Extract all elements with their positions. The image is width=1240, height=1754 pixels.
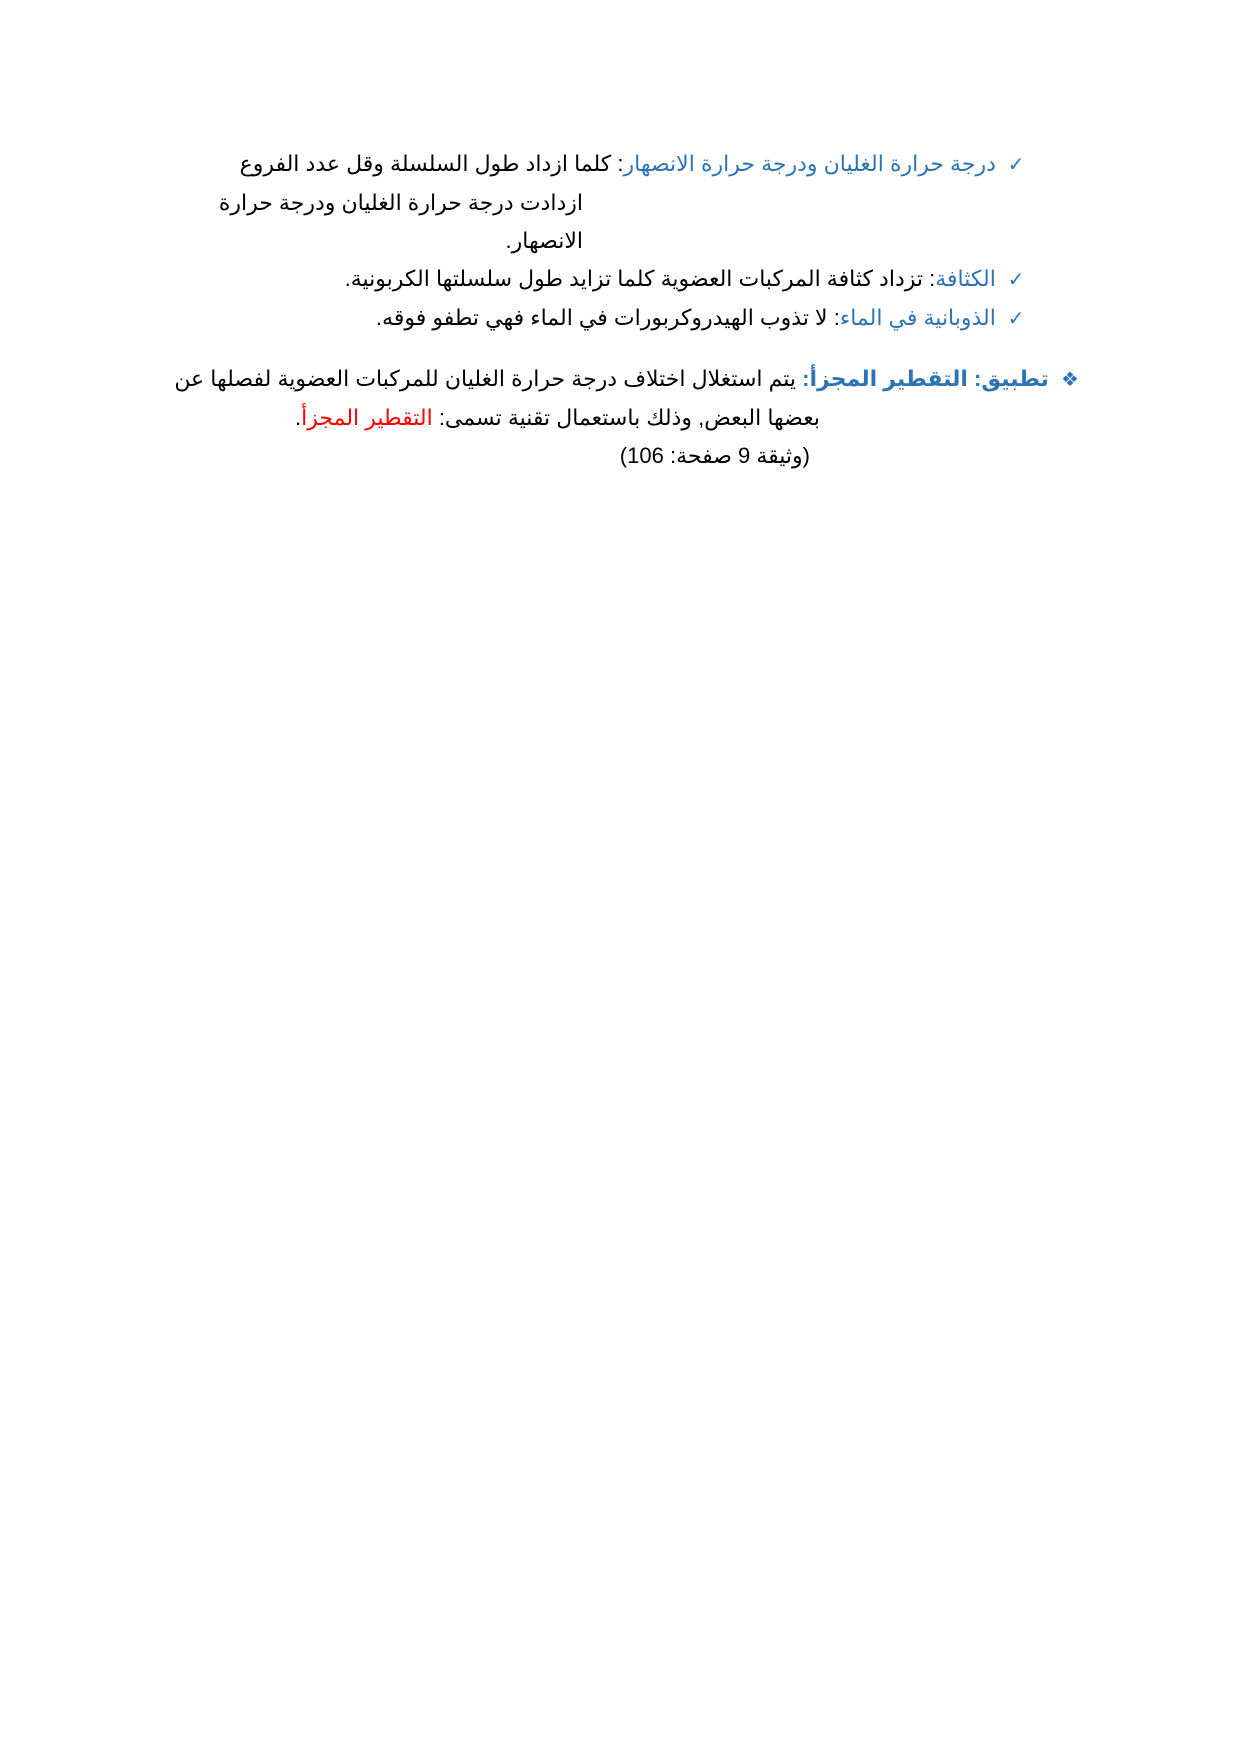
property-boiling-text-3: الانصهار. [505, 228, 583, 253]
colon: : [611, 151, 624, 176]
period: . [295, 405, 302, 430]
colon: : [827, 305, 840, 330]
application-line-2 [295, 403, 820, 433]
application-line-1 [174, 364, 1085, 394]
property-solubility-line [376, 303, 1030, 333]
document-reference: (وثيقة 9 صفحة: 106) [619, 443, 810, 468]
colon: : [923, 266, 936, 291]
property-boiling-line-1 [240, 149, 1030, 179]
application-line-3 [620, 441, 810, 471]
property-boiling-text-2: ازدادت درجة حرارة الغليان ودرجة حرارة [218, 190, 583, 215]
property-density-heading: الكثافة [935, 266, 996, 291]
property-density-text: تزداد كثافة المركبات العضوية كلما تزايد طول سلسلتها الكربونية. [344, 266, 924, 291]
property-boiling-heading: درجة حرارة الغليان ودرجة حرارة الانصهار [623, 151, 996, 176]
check-mark-icon: ✓ [1007, 152, 1025, 176]
property-boiling-line-2 [219, 188, 583, 218]
fractional-distillation-term: التقطير المجزأ [301, 405, 433, 430]
application-text-2: بعضها البعض, وذلك باستعمال تقنية تسمى: [438, 405, 820, 430]
application-text-1: يتم استغلال اختلاف درجة حرارة الغليان للمركبات العضوية لفصلها عن [174, 366, 797, 391]
check-mark-icon: ✓ [1007, 306, 1025, 330]
property-density-line [345, 264, 1030, 294]
application-heading: تطبيق: التقطير المجزأ: [802, 366, 1049, 391]
property-solubility-text: لا تذوب الهيدروكربورات في الماء فهي تطفو فوقه. [375, 305, 828, 330]
property-boiling-line-3 [506, 226, 583, 256]
four-diamond-bullet-icon: ❖ [1061, 367, 1079, 391]
check-mark-icon: ✓ [1007, 267, 1025, 291]
property-boiling-text-1: كلما ازداد طول السلسلة وقل عدد الفروع [239, 151, 612, 176]
property-solubility-heading: الذوبانية في الماء [839, 305, 996, 330]
